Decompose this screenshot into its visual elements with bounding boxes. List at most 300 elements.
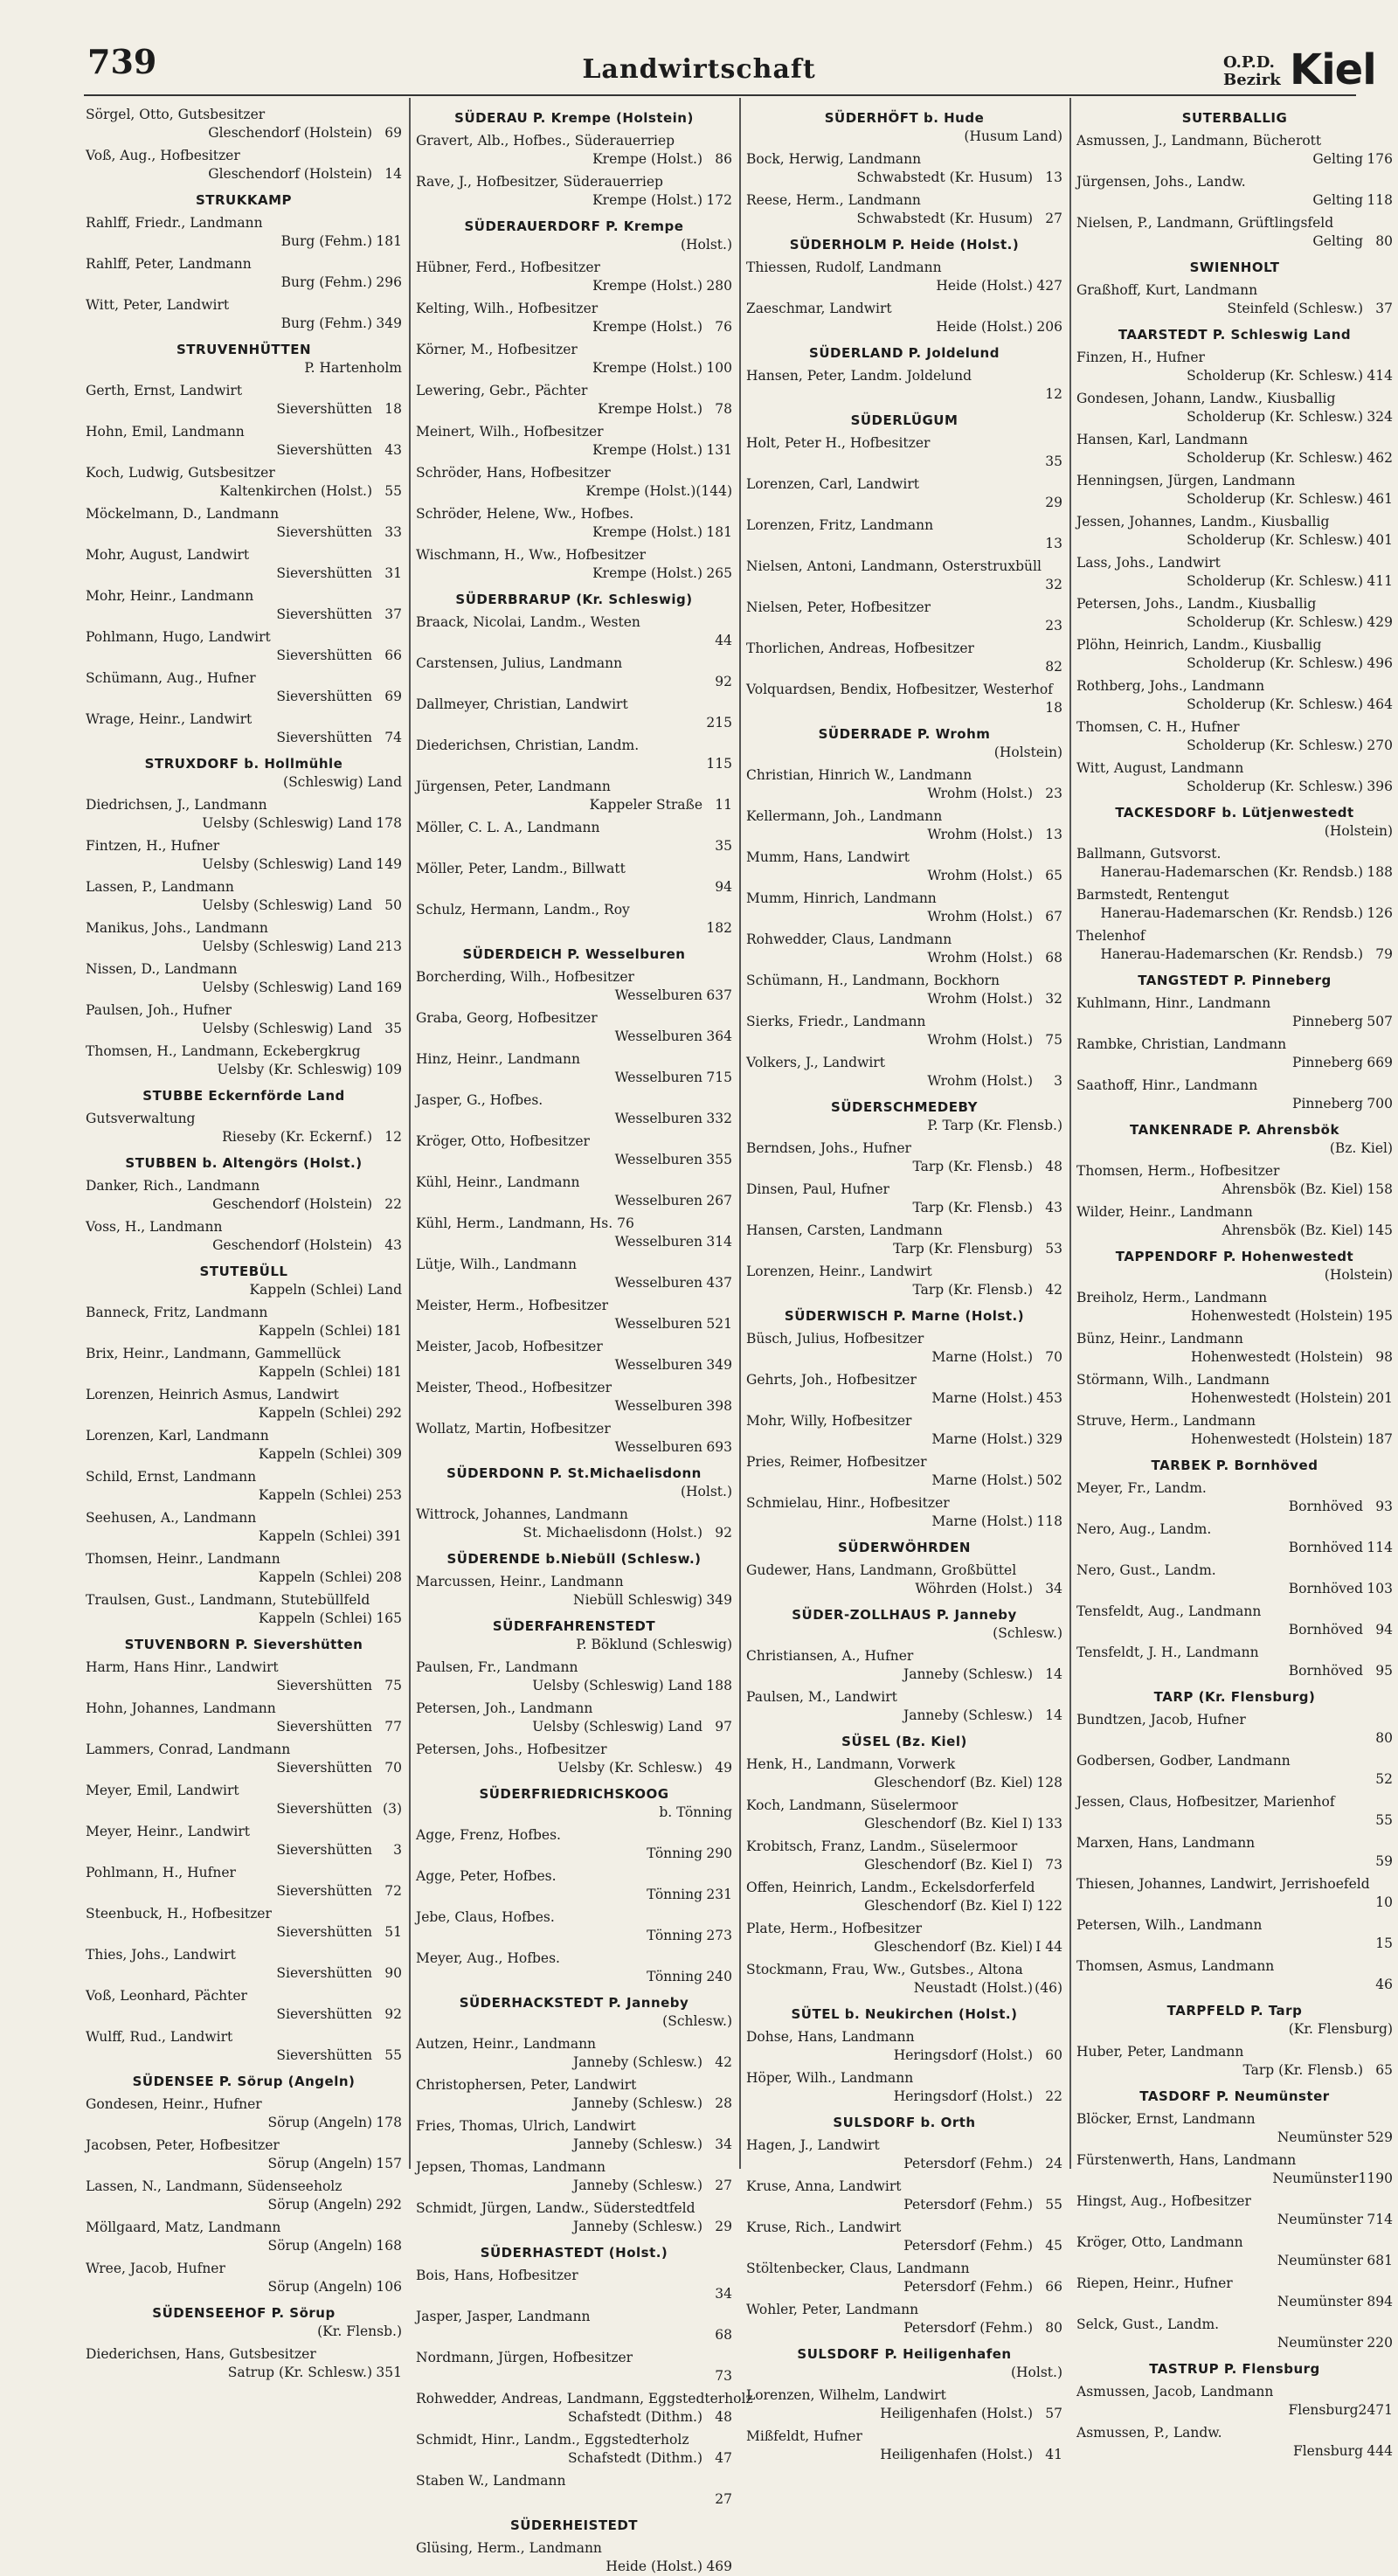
entry-name: Lorenzen, Heinr., Landwirt <box>746 1264 932 1279</box>
directory-entry <box>86 1110 402 1146</box>
entry-location-line <box>86 1404 402 1423</box>
entry-location-line <box>416 987 732 1005</box>
place-subheading: (Kr. Flensburg) <box>1288 2021 1393 2037</box>
entry-number: 273 <box>706 1928 732 1943</box>
entry-post-office: Krempe (Holst.) <box>592 319 702 335</box>
entry-number: 502 <box>1036 1472 1062 1488</box>
entry-post-office: Sievershütten <box>276 1719 372 1735</box>
directory-entry <box>86 1386 402 1423</box>
entry-location-line <box>416 1151 732 1169</box>
entry-name: Nero, Aug., Landm. <box>1076 1521 1212 1537</box>
place-heading: SÜDERLÜGUM <box>850 412 959 428</box>
entry-location-line <box>746 210 1062 228</box>
entry-number: 145 <box>1367 1222 1393 1238</box>
entry-number: 267 <box>706 1193 732 1208</box>
entry-post-office <box>430 837 702 855</box>
entry-number: 70 <box>384 1760 402 1776</box>
entry-post-office: Uelsby (Schleswig) Land <box>202 815 372 831</box>
entry-name: Agge, Frenz, Hofbes. <box>416 1827 561 1843</box>
place-heading: SÜDERHOLM P. Heide (Holst.) <box>789 237 1020 253</box>
entry-post-office: Tarp (Kr. Flensburg) <box>893 1241 1033 1257</box>
entry-location-line <box>416 1677 732 1695</box>
entry-location-line <box>416 1438 732 1457</box>
directory-entry <box>746 475 1062 512</box>
entry-name: Jessen, Claus, Hofbesitzer, Marienhof <box>1076 1794 1335 1810</box>
entry-location-line <box>416 632 732 650</box>
directory-entry <box>416 1658 732 1695</box>
entry-name: Graßhoff, Kurt, Landmann <box>1076 282 1258 298</box>
directory-entry <box>416 423 732 460</box>
entry-number: 172 <box>706 192 732 208</box>
entry-post-office: Burg (Fehm.) <box>280 233 372 249</box>
entry-number: 521 <box>706 1316 732 1332</box>
entry-post-office: Gleschendorf (Bz. Kiel I) <box>864 1816 1033 1832</box>
directory-entry <box>86 1177 402 1214</box>
entry-location-line <box>746 1430 1062 1449</box>
entry-name: Sierks, Friedr., Landmann <box>746 1014 926 1029</box>
entry-location-line <box>416 2218 732 2236</box>
entry-post-office: Krempe (Holst.) <box>592 565 702 581</box>
entry-number: 55 <box>1375 1812 1393 1828</box>
entry-name: Marxen, Hans, Landmann <box>1076 1835 1256 1851</box>
place-heading: SÜDER-ZOLLHAUS P. Janneby <box>792 1607 1017 1623</box>
directory-entry <box>746 557 1062 594</box>
directory-entry <box>746 1222 1062 1258</box>
directory-entry <box>746 2386 1062 2423</box>
entry-post-office <box>430 755 702 773</box>
place-heading: SÜSEL (Bz. Kiel) <box>841 1734 967 1749</box>
directory-entry <box>746 1755 1062 1792</box>
entry-name: Stockmann, Frau, Ww., Gutsbes., Altona <box>746 1962 1023 1977</box>
entry-name: Gerth, Ernst, Landwirt <box>86 383 243 398</box>
entry-number: 11 <box>715 797 732 813</box>
entry-number: 27 <box>715 2178 732 2193</box>
entry-location-line <box>86 1020 402 1038</box>
directory-entry <box>416 2349 732 2386</box>
directory-entry <box>746 2028 1062 2065</box>
place-heading: SULSDORF b. Orth <box>833 2115 976 2130</box>
entry-name: Hansen, Carsten, Landmann <box>746 1222 943 1238</box>
entry-name: Agge, Peter, Hofbes. <box>416 1868 557 1884</box>
entry-number: 34 <box>715 2286 732 2302</box>
entry-location-line <box>86 1527 402 1546</box>
entry-number: 66 <box>1045 2279 1062 2295</box>
entry-location-line <box>746 1348 1062 1367</box>
entry-post-office: Wesselburen <box>614 1439 702 1455</box>
directory-entry <box>746 1371 1062 1408</box>
entry-post-office: Sievershütten <box>276 401 372 417</box>
directory-entry <box>746 367 1062 404</box>
entry-name: Voß, Aug., Hofbesitzer <box>86 148 240 163</box>
entry-location-line <box>86 1236 402 1255</box>
entry-number: 188 <box>1367 864 1393 880</box>
entry-number: 401 <box>1367 532 1393 548</box>
entry-name: Bundtzen, Jacob, Hufner <box>1076 1712 1246 1728</box>
entry-location-line <box>1076 1222 1393 1240</box>
entry-name: Henningsen, Jürgen, Landmann <box>1076 473 1296 488</box>
place-heading: SÜDERHÖFT b. Hude <box>824 110 985 126</box>
entry-post-office: Sievershütten <box>276 1678 372 1693</box>
entry-name: Lorenzen, Karl, Landmann <box>86 1428 269 1444</box>
entry-name: Rohwedder, Andreas, Landmann, Eggstedterholz <box>416 2391 753 2406</box>
entry-name: Henk, H., Landmann, Vorwerk <box>746 1756 956 1772</box>
entry-name: Gudewer, Hans, Landmann, Großbüttel <box>746 1562 1017 1578</box>
entry-name: Thomsen, Herm., Hofbesitzer <box>1076 1163 1280 1179</box>
entry-location-line <box>86 688 402 706</box>
entry-name: Rahlff, Peter, Landmann <box>86 256 252 272</box>
entry-post-office: Sievershütten <box>276 524 372 540</box>
entry-number: 165 <box>376 1610 402 1626</box>
entry-name: Lassen, P., Landmann <box>86 879 234 895</box>
entry-name: Lass, Johs., Landwirt <box>1076 555 1221 571</box>
directory-entry <box>746 516 1062 553</box>
entry-name: Wree, Jacob, Hufner <box>86 2261 225 2276</box>
entry-post-office <box>760 699 1033 717</box>
entry-number: 14 <box>1045 1707 1062 1723</box>
entry-name: Thies, Johs., Landwirt <box>86 1947 236 1963</box>
entry-location-line <box>86 1759 402 1777</box>
directory-entry <box>416 1379 732 1416</box>
entry-location-line <box>416 277 732 295</box>
directory-entry <box>746 1054 1062 1091</box>
entry-name: Selck, Gust., Landm. <box>1076 2316 1220 2332</box>
entry-number: 59 <box>1375 1853 1393 1869</box>
directory-entry <box>86 214 402 251</box>
directory-entry <box>86 1700 402 1736</box>
directory-entry <box>1076 2192 1393 2229</box>
entry-number: 23 <box>1045 618 1062 634</box>
entry-number: 700 <box>1367 1096 1393 1111</box>
entry-post-office: Wrohm (Holst.) <box>927 909 1033 924</box>
entry-location-line <box>746 785 1062 803</box>
entry-location-line <box>416 1927 732 1945</box>
entry-number: 55 <box>384 2047 402 2063</box>
entry-name: Lorenzen, Wilhelm, Landwirt <box>746 2387 946 2403</box>
directory-entry <box>746 1920 1062 1956</box>
entry-name: Petersen, Johs., Hofbesitzer <box>416 1742 607 1757</box>
entry-location-line <box>416 1886 732 1904</box>
entry-location-line <box>746 1707 1062 1725</box>
entry-post-office: Wrohm (Holst.) <box>927 1073 1033 1089</box>
entry-post-office: Tönning <box>647 1887 702 1902</box>
place-heading: SÜDERHACKSTEDT P. Janneby <box>459 1995 689 2011</box>
entry-number: 292 <box>376 2197 402 2212</box>
entry-number: 461 <box>1367 491 1393 507</box>
entry-name: Holt, Peter H., Hofbesitzer <box>746 435 931 451</box>
directory-entry <box>746 1494 1062 1531</box>
entry-post-office: Wrohm (Holst.) <box>927 950 1033 966</box>
directory-entry <box>416 2117 732 2154</box>
entry-post-office: Uelsby (Schleswig) Land <box>532 1678 702 1693</box>
entry-location-line <box>746 2046 1062 2065</box>
entry-number: 637 <box>706 987 732 1003</box>
directory-entry <box>1076 1479 1393 1516</box>
entry-name: Stöltenbecker, Claus, Landmann <box>746 2261 970 2276</box>
directory-entry <box>416 737 732 773</box>
entry-name: Banneck, Fritz, Landmann <box>86 1305 268 1320</box>
place-heading: STUBBEN b. Altengörs (Holst.) <box>125 1155 363 1171</box>
place-subheading: (Holst.) <box>680 1484 732 1499</box>
entry-post-office: Ahrensbök (Bz. Kiel) <box>1222 1181 1363 1197</box>
entry-location-line <box>86 979 402 997</box>
entry-location-line <box>416 2408 732 2427</box>
entry-number: 29 <box>715 2219 732 2234</box>
entry-post-office: Wrohm (Holst.) <box>927 786 1033 801</box>
page-title: Landwirtschaft <box>582 54 816 85</box>
entry-name: Hansen, Peter, Landm. Joldelund <box>746 368 972 384</box>
entry-name: Jürgensen, Johs., Landw. <box>1076 174 1246 190</box>
entry-location-line <box>1076 2170 1393 2188</box>
directory-entry <box>1076 2316 1393 2352</box>
entry-name: Paulsen, Fr., Landmann <box>416 1659 578 1675</box>
directory-entry <box>1076 1330 1393 1367</box>
entry-name: Kelting, Wilh., Hofbesitzer <box>416 301 599 316</box>
directory-entry <box>416 2431 732 2468</box>
entry-post-office: Sievershütten <box>276 565 372 581</box>
entry-number: 411 <box>1367 573 1393 589</box>
entry-name: Godbersen, Godber, Landmann <box>1076 1753 1291 1769</box>
entry-post-office <box>760 535 1033 553</box>
entry-number: (3) <box>383 1801 402 1817</box>
district-label <box>1223 54 1281 89</box>
entry-number: 507 <box>1367 1014 1393 1029</box>
entry-post-office: Steinfeld (Schlesw.) <box>1227 301 1363 316</box>
entry-post-office <box>1090 1852 1363 1871</box>
entry-name: Büsch, Julius, Hofbesitzer <box>746 1331 924 1347</box>
entry-name: Thomsen, Asmus, Landmann <box>1076 1958 1275 1974</box>
entry-name: Thorlichen, Andreas, Hofbesitzer <box>746 641 974 656</box>
entry-location-line <box>1076 1852 1393 1871</box>
entry-post-office: Janneby (Schlesw.) <box>572 2054 702 2070</box>
entry-number: 53 <box>1045 1241 1062 1257</box>
directory-entry <box>86 1001 402 1038</box>
entry-number: 187 <box>1367 1431 1393 1447</box>
entry-location-line <box>1076 408 1393 426</box>
entry-name: Berndsen, Johs., Hufner <box>746 1140 911 1156</box>
directory-entry <box>86 1218 402 1255</box>
entry-location-line <box>746 1580 1062 1598</box>
entry-number: 324 <box>1367 409 1393 425</box>
entry-location-line <box>746 2155 1062 2173</box>
entry-name: Hingst, Aug., Hofbesitzer <box>1076 2193 1251 2209</box>
entry-number: 349 <box>706 1357 732 1373</box>
directory-entry <box>746 972 1062 1008</box>
entry-name: Plate, Herm., Hofbesitzer <box>746 1921 923 1936</box>
place-subheading: P. Hartenholm <box>304 360 402 376</box>
directory-entry <box>1076 281 1393 318</box>
entry-name: Nielsen, Antoni, Landmann, Osterstruxbüll <box>746 558 1042 574</box>
directory-entry <box>86 1782 402 1818</box>
directory-entry <box>746 2136 1062 2173</box>
directory-entry <box>746 2178 1062 2214</box>
entry-name: Meister, Herm., Hofbesitzer <box>416 1298 609 1313</box>
entry-location-line <box>746 1240 1062 1258</box>
entry-location-line <box>86 1322 402 1340</box>
entry-name: Möckelmann, D., Landmann <box>86 506 280 522</box>
entry-location-line <box>416 1845 732 1863</box>
entry-location-line <box>416 2285 732 2303</box>
directory-entry <box>86 464 402 501</box>
entry-post-office: Hanerau-Hademarschen (Kr. Rendsb.) <box>1100 864 1363 880</box>
entry-location-line <box>416 191 732 210</box>
directory-entry <box>746 2427 1062 2464</box>
entry-number: 27 <box>715 2491 732 2507</box>
entry-post-office: Kappeln (Schlei) <box>258 1487 372 1503</box>
entry-number: (144) <box>696 483 732 499</box>
entry-number: 462 <box>1367 450 1393 466</box>
entry-name: Christiansen, A., Hufner <box>746 1648 914 1664</box>
place-subheading: Kappeln (Schlei) Land <box>249 1282 402 1298</box>
entry-location-line <box>86 897 402 915</box>
entry-location-line <box>86 1800 402 1818</box>
entry-post-office: Niebüll Schleswig) <box>573 1592 702 1608</box>
entry-post-office <box>430 2326 702 2344</box>
entry-name: Gutsverwaltung <box>86 1111 196 1126</box>
entry-location-line <box>86 1610 402 1628</box>
entry-post-office <box>430 878 702 897</box>
entry-name: Hansen, Karl, Landmann <box>1076 432 1249 447</box>
place-subheading: (Schlesw.) <box>662 2013 732 2029</box>
entry-number: 469 <box>706 2559 732 2574</box>
entry-number: 169 <box>376 980 402 995</box>
directory-entry <box>1076 994 1393 1031</box>
entry-name: Traulsen, Gust., Landmann, Stutebüllfeld <box>86 1592 370 1608</box>
entry-location-line <box>746 1031 1062 1049</box>
entry-post-office: Uelsby (Schleswig) Land <box>202 856 372 872</box>
entry-post-office: Wesselburen <box>614 1398 702 1414</box>
column-divider <box>739 98 741 2169</box>
entry-post-office: Kappeln (Schlei) <box>258 1405 372 1421</box>
entry-post-office: Hohenwestedt (Holstein) <box>1190 1431 1363 1447</box>
entry-location-line <box>746 2088 1062 2106</box>
entry-number: 115 <box>706 756 732 772</box>
place-heading: SÜDERHASTEDT (Holst.) <box>480 2245 668 2261</box>
directory-entry <box>746 1181 1062 1217</box>
entry-post-office: Neumünster <box>1277 2294 1363 2309</box>
directory-entry <box>416 1867 732 1904</box>
entry-post-office <box>430 632 702 650</box>
entry-location-line <box>416 919 732 938</box>
entry-name: Plöhn, Heinrich, Landm., Kiusballig <box>1076 637 1322 653</box>
entry-number: 715 <box>706 1070 732 1085</box>
directory-entry <box>1076 718 1393 755</box>
entry-location-line <box>86 2196 402 2214</box>
entry-name: Paulsen, M., Landwirt <box>746 1689 897 1705</box>
entry-number: 75 <box>384 1678 402 1693</box>
place-heading: TARBEK P. Bornhöved <box>1151 1458 1318 1473</box>
entry-location-line <box>86 2364 402 2382</box>
entry-name: Thomsen, C. H., Hufner <box>1076 719 1240 735</box>
entry-name: Hohn, Emil, Landmann <box>86 424 245 440</box>
entry-post-office: Tarp (Kr. Flensb.) <box>912 1200 1033 1215</box>
entry-number: 398 <box>706 1398 732 1414</box>
place-heading: TASTRUP P. Flensburg <box>1149 2361 1320 2377</box>
directory-entry <box>1076 1603 1393 1639</box>
entry-post-office: Gleschendorf (Holstein) <box>208 125 372 141</box>
entry-post-office: Kappeln (Schlei) <box>258 1610 372 1626</box>
entry-number: 2471 <box>1358 2402 1393 2418</box>
entry-number: 77 <box>384 1719 402 1735</box>
directory-entry <box>86 2260 402 2296</box>
entry-name: Jebe, Claus, Hofbes. <box>416 1909 555 1925</box>
entry-name: Graba, Georg, Hofbesitzer <box>416 1010 598 1026</box>
entry-post-office: Wrohm (Holst.) <box>927 868 1033 883</box>
entry-location-line <box>86 606 402 624</box>
entry-post-office: Kappeln (Schlei) <box>258 1528 372 1544</box>
entry-post-office <box>430 714 702 732</box>
entry-name: Brix, Heinr., Landmann, Gammellück <box>86 1346 341 1361</box>
entry-name: Schümann, H., Landmann, Bockhorn <box>746 973 1000 988</box>
entry-number: 18 <box>1045 700 1062 716</box>
entry-number: 427 <box>1036 278 1062 294</box>
entry-location-line <box>416 2177 732 2195</box>
directory-entry <box>86 919 402 956</box>
entry-number: 52 <box>1375 1771 1393 1787</box>
entry-post-office: Uelsby (Schleswig) Land <box>202 980 372 995</box>
entry-location-line <box>416 2367 732 2386</box>
entry-location-line <box>416 1397 732 1416</box>
entry-number: I 44 <box>1035 1939 1062 1955</box>
entry-number: 296 <box>376 274 402 290</box>
directory-entry <box>416 2035 732 2072</box>
directory-entry <box>1076 1077 1393 1113</box>
entry-name: Lammers, Conrad, Landmann <box>86 1742 291 1757</box>
entry-number: 414 <box>1367 368 1393 384</box>
entry-post-office: Janneby (Schlesw.) <box>572 2136 702 2152</box>
entry-post-office: Wrohm (Holst.) <box>927 1032 1033 1048</box>
directory-entry <box>416 901 732 938</box>
entry-post-office: Pinneberg <box>1292 1014 1363 1029</box>
entry-number: 98 <box>1375 1349 1393 1365</box>
directory-entry <box>746 1797 1062 1833</box>
entry-post-office: Sievershütten <box>276 1883 372 1899</box>
entry-number: 50 <box>384 897 402 913</box>
entry-post-office: Petersdorf (Fehm.) <box>903 2320 1033 2336</box>
entry-post-office: Tönning <box>647 1928 702 1943</box>
entry-location-line <box>1076 1348 1393 1367</box>
directory-entry <box>416 1420 732 1457</box>
entry-location-line <box>1076 367 1393 385</box>
entry-number: 329 <box>1036 1431 1062 1447</box>
entry-number: 13 <box>1045 827 1062 842</box>
place-subheading: P. Tarp (Kr. Flensb.) <box>927 1118 1062 1133</box>
entry-post-office: Kaltenkirchen (Holst.) <box>219 483 372 499</box>
entry-number: 35 <box>384 1021 402 1036</box>
entry-number: 32 <box>1045 991 1062 1007</box>
entry-location-line <box>416 2053 732 2072</box>
entry-location-line <box>416 2326 732 2344</box>
entry-post-office: Scholderup (Kr. Schlesw.) <box>1187 409 1363 425</box>
entry-name: Nordmann, Jürgen, Hofbesitzer <box>416 2350 633 2365</box>
entry-location-line <box>746 2237 1062 2255</box>
directory-entry <box>416 2308 732 2344</box>
place-heading: STUBBE Eckernförde Land <box>142 1088 345 1104</box>
entry-name: Schmidt, Jürgen, Landw., Süderstedtfeld <box>416 2200 696 2216</box>
entry-post-office: Uelsby (Kr. Schlesw.) <box>557 1760 702 1776</box>
entry-post-office <box>1090 1935 1363 1953</box>
entry-location-line <box>746 617 1062 635</box>
entry-post-office: Tarp (Kr. Flensb.) <box>1242 2062 1363 2078</box>
entry-location-line <box>746 1389 1062 1408</box>
entry-location-line <box>746 1513 1062 1531</box>
directory-entry <box>86 837 402 874</box>
entry-number: 35 <box>1045 454 1062 469</box>
directory-entry <box>1076 595 1393 632</box>
entry-post-office: Wesselburen <box>614 1234 702 1250</box>
directory-entry <box>1076 677 1393 714</box>
directory-entry <box>746 1013 1062 1049</box>
entry-post-office: Gleschendorf (Bz. Kiel I) <box>864 1857 1033 1873</box>
